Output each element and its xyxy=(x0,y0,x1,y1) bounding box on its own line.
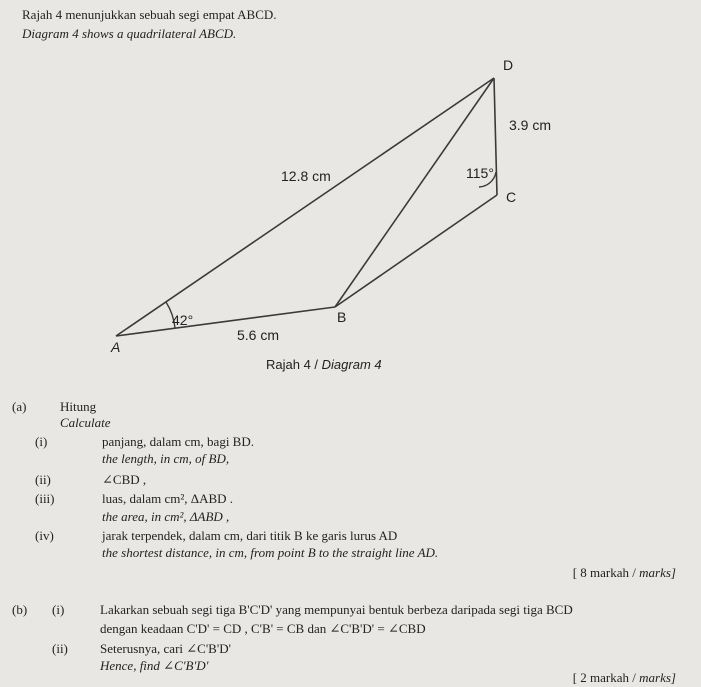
part-b-ii-malay: Seterusnya, cari ∠C'B'D' xyxy=(100,641,231,656)
part-a-title-english: Calculate xyxy=(60,415,111,430)
label-b: B xyxy=(337,309,347,325)
part-a-marks xyxy=(573,565,676,581)
caption-english: Diagram 4 xyxy=(321,357,382,372)
header-english: Diagram 4 shows a quadrilateral ABCD. xyxy=(22,26,237,41)
part-a-iv-english: the shortest distance, in cm, from point B to the straight line AD. xyxy=(102,545,439,560)
part-a-ii-malay: ∠CBD , xyxy=(102,472,147,487)
part-b-ii-english: Hence, find ∠C'B'D' xyxy=(100,658,209,673)
part-a-iii-malay: luas, dalam cm², ΔABD . xyxy=(102,491,234,506)
angle-c-value: 115° xyxy=(466,165,494,181)
side-ab xyxy=(116,307,335,336)
part-b-marks-english: marks] xyxy=(639,670,676,685)
part-a-iii-num: (iii) xyxy=(35,491,55,506)
part-a-marks-separator: / xyxy=(629,565,640,580)
diagonal-bd xyxy=(335,78,494,307)
part-a-iv-malay: jarak terpendek, dalam cm, dari titik B ke garis lurus AD xyxy=(102,528,398,543)
part-b-marks xyxy=(573,670,676,686)
part-b-marks-malay: [ 2 markah xyxy=(572,670,630,685)
label-c: C xyxy=(506,189,517,205)
part-b-marks-separator: / xyxy=(629,670,640,685)
part-a-title-malay: Hitung xyxy=(60,399,97,414)
part-a-iii-english: the area, in cm², ΔABD , xyxy=(102,509,230,524)
part-a-i-malay: panjang, dalam cm, bagi BD. xyxy=(102,434,254,449)
part-b-i-line2: dengan keadaan C'D' = CD , C'B' = CB dan ∠C'B'D' = ∠CBD xyxy=(100,621,426,636)
side-ad xyxy=(116,78,494,336)
quadrilateral-edges xyxy=(116,78,497,336)
side-cb xyxy=(335,195,497,307)
diagram-caption xyxy=(266,357,382,372)
part-a-iv-num: (iv) xyxy=(35,528,54,543)
angle-a-value: 42° xyxy=(172,312,194,328)
part-b-i-line1: Lakarkan sebuah segi tiga B'C'D' yang mempunyai bentuk berbeza daripada segi tiga BCD xyxy=(100,602,573,617)
label-d: D xyxy=(503,57,514,73)
label-a: A xyxy=(111,339,121,355)
measure-dc: 3.9 cm xyxy=(509,117,552,133)
part-a-label: (a) xyxy=(12,399,27,414)
part-a-ii-num: (ii) xyxy=(35,472,51,487)
part-b-ii-num: (ii) xyxy=(52,641,68,656)
part-a-i-num: (i) xyxy=(35,434,48,449)
part-a-marks-malay: [ 8 markah xyxy=(572,565,630,580)
measure-ad: 12.8 cm xyxy=(281,168,331,184)
caption-malay: Rajah 4 xyxy=(266,357,311,372)
part-b-i-num: (i) xyxy=(52,602,65,617)
header-malay: Rajah 4 menunjukkan sebuah segi empat ABCD. xyxy=(22,7,277,22)
part-b-label: (b) xyxy=(12,602,28,617)
part-a-i-english: the length, in cm, of BD, xyxy=(102,451,230,466)
measure-ab: 5.6 cm xyxy=(237,327,280,343)
caption-separator: / xyxy=(310,357,322,372)
part-a-marks-english: marks] xyxy=(639,565,676,580)
